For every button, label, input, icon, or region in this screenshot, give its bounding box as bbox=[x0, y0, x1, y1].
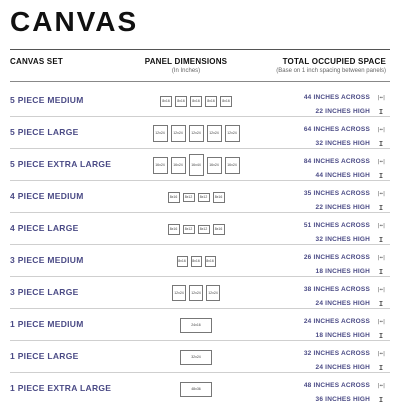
vertical-span-icon: I bbox=[378, 236, 384, 244]
horizontal-span-icon: |↔| bbox=[376, 223, 386, 229]
canvas-set-name: 1 PIECE LARGE bbox=[10, 351, 79, 361]
height-high-text: 18 INCHES HIGH bbox=[315, 268, 370, 275]
width-across-text: 51 INCHES ACROSS bbox=[303, 222, 370, 229]
column-header-panel: PANEL DIMENSIONS bbox=[144, 57, 228, 66]
panel-box: 8x12 bbox=[183, 225, 195, 234]
panel-diagram bbox=[140, 89, 252, 113]
canvas-set-row bbox=[10, 310, 390, 341]
panel-box: 8x16 bbox=[168, 192, 180, 203]
canvas-set-row bbox=[10, 214, 390, 245]
width-across-text: 64 INCHES ACROSS bbox=[303, 126, 370, 133]
panel-box: 48x36 bbox=[180, 382, 212, 397]
canvas-set-row bbox=[10, 342, 390, 373]
height-high-text: 36 INCHES HIGH bbox=[315, 396, 370, 403]
width-across-text: 84 INCHES ACROSS bbox=[303, 158, 370, 165]
occupied-space bbox=[304, 379, 370, 407]
panel-box: 16x24 bbox=[225, 157, 240, 174]
vertical-span-icon: I bbox=[378, 108, 384, 116]
width-across-text: 35 INCHES ACROSS bbox=[303, 190, 370, 197]
vertical-span-icon: I bbox=[378, 172, 384, 180]
horizontal-span-icon: |↔| bbox=[376, 159, 386, 165]
height-high-text: 22 INCHES HIGH bbox=[315, 108, 370, 115]
panel-box: 8x16 bbox=[175, 96, 187, 107]
height-high-text: 18 INCHES HIGH bbox=[315, 332, 370, 339]
panel-diagram bbox=[140, 217, 252, 241]
occupied-space bbox=[304, 123, 370, 151]
panel-box: 12x24 bbox=[189, 285, 203, 301]
column-subheader-panel: (In Inches) bbox=[171, 68, 201, 74]
panel-box: 12x24 bbox=[153, 125, 168, 142]
height-high-text: 32 INCHES HIGH bbox=[315, 236, 370, 243]
canvas-set-name: 1 PIECE MEDIUM bbox=[10, 319, 84, 329]
panel-box: 16x24 bbox=[207, 157, 222, 174]
panel-box: 8x16 bbox=[213, 224, 225, 235]
occupied-space bbox=[304, 187, 370, 215]
vertical-span-icon: I bbox=[378, 396, 384, 404]
panel-diagram bbox=[140, 121, 252, 145]
occupied-space bbox=[304, 347, 370, 375]
width-across-text: 32 INCHES ACROSS bbox=[303, 350, 370, 357]
panel-diagram bbox=[140, 153, 252, 177]
panel-box: 12x24 bbox=[189, 125, 204, 142]
panel-diagram bbox=[140, 185, 252, 209]
panel-box: 8x12 bbox=[198, 193, 210, 202]
panel-box: 32x24 bbox=[180, 350, 212, 365]
panel-diagram bbox=[140, 377, 252, 401]
panel-box: 12x24 bbox=[171, 125, 186, 142]
horizontal-span-icon: |↔| bbox=[376, 191, 386, 197]
panel-box: 12x24 bbox=[172, 285, 186, 301]
panel-box: 12x24 bbox=[206, 285, 220, 301]
width-across-text: 44 INCHES ACROSS bbox=[303, 94, 370, 101]
height-high-text: 24 INCHES HIGH bbox=[315, 300, 370, 307]
panel-box: 8x12 bbox=[198, 225, 210, 234]
occupied-space bbox=[304, 283, 370, 311]
canvas-set-name: 5 PIECE EXTRA LARGE bbox=[10, 159, 112, 169]
height-high-text: 44 INCHES HIGH bbox=[315, 172, 370, 179]
canvas-set-name: 4 PIECE MEDIUM bbox=[10, 191, 84, 201]
occupied-space bbox=[304, 315, 370, 343]
panel-box: 16x44 bbox=[189, 154, 204, 176]
canvas-set-row bbox=[10, 86, 390, 117]
width-across-text: 48 INCHES ACROSS bbox=[303, 382, 370, 389]
header-divider bbox=[10, 81, 390, 82]
vertical-span-icon: I bbox=[378, 140, 384, 148]
canvas-set-row bbox=[10, 182, 390, 213]
horizontal-span-icon: |↔| bbox=[376, 95, 386, 101]
width-across-text: 26 INCHES ACROSS bbox=[303, 254, 370, 261]
canvas-set-row bbox=[10, 278, 390, 309]
horizontal-span-icon: |↔| bbox=[376, 127, 386, 133]
height-high-text: 32 INCHES HIGH bbox=[315, 140, 370, 147]
canvas-set-name: 3 PIECE LARGE bbox=[10, 287, 79, 297]
horizontal-span-icon: |↔| bbox=[376, 255, 386, 261]
vertical-span-icon: I bbox=[378, 300, 384, 308]
panel-box: 8x16 bbox=[160, 96, 172, 107]
canvas-set-list bbox=[10, 86, 390, 405]
panel-diagram bbox=[140, 313, 252, 337]
column-header-set: CANVAS SET bbox=[10, 57, 63, 66]
panel-box: 12x24 bbox=[225, 125, 240, 142]
panel-box: 24x16 bbox=[180, 318, 212, 333]
vertical-span-icon: I bbox=[378, 204, 384, 212]
vertical-span-icon: I bbox=[378, 364, 384, 372]
title-divider bbox=[10, 49, 390, 50]
panel-box: 8x16 bbox=[190, 96, 202, 107]
panel-diagram bbox=[140, 281, 252, 305]
panel-box: 8x16 bbox=[213, 192, 225, 203]
occupied-space bbox=[304, 219, 370, 247]
occupied-space bbox=[304, 251, 370, 279]
occupied-space bbox=[304, 155, 370, 183]
panel-box: 16x24 bbox=[153, 157, 168, 174]
horizontal-span-icon: |↔| bbox=[376, 287, 386, 293]
panel-diagram bbox=[140, 249, 252, 273]
panel-box: 8x16 bbox=[177, 256, 188, 267]
panel-box: 8x16 bbox=[168, 224, 180, 235]
panel-box: 8x16 bbox=[205, 96, 217, 107]
canvas-set-name: 5 PIECE MEDIUM bbox=[10, 95, 84, 105]
canvas-set-name: 1 PIECE EXTRA LARGE bbox=[10, 383, 112, 393]
panel-box: 8x16 bbox=[191, 256, 202, 267]
page-title: CANVAS bbox=[10, 6, 139, 37]
vertical-span-icon: I bbox=[378, 332, 384, 340]
canvas-set-name: 4 PIECE LARGE bbox=[10, 223, 79, 233]
horizontal-span-icon: |↔| bbox=[376, 383, 386, 389]
panel-box: 12x24 bbox=[207, 125, 222, 142]
canvas-set-row bbox=[10, 150, 390, 181]
canvas-set-row bbox=[10, 246, 390, 277]
horizontal-span-icon: |↔| bbox=[376, 319, 386, 325]
width-across-text: 24 INCHES ACROSS bbox=[303, 318, 370, 325]
panel-box: 8x16 bbox=[205, 256, 216, 267]
vertical-span-icon: I bbox=[378, 268, 384, 276]
canvas-set-row bbox=[10, 118, 390, 149]
panel-box: 8x16 bbox=[220, 96, 232, 107]
occupied-space bbox=[304, 91, 370, 119]
column-subheader-total: (Base on 1 inch spacing between panels) bbox=[276, 68, 386, 74]
panel-box: 8x12 bbox=[183, 193, 195, 202]
height-high-text: 22 INCHES HIGH bbox=[315, 204, 370, 211]
column-header-total: TOTAL OCCUPIED SPACE bbox=[282, 57, 386, 66]
width-across-text: 38 INCHES ACROSS bbox=[303, 286, 370, 293]
panel-diagram bbox=[140, 345, 252, 369]
canvas-set-name: 3 PIECE MEDIUM bbox=[10, 255, 84, 265]
horizontal-span-icon: |↔| bbox=[376, 351, 386, 357]
panel-box: 16x24 bbox=[171, 157, 186, 174]
canvas-set-name: 5 PIECE LARGE bbox=[10, 127, 79, 137]
height-high-text: 24 INCHES HIGH bbox=[315, 364, 370, 371]
